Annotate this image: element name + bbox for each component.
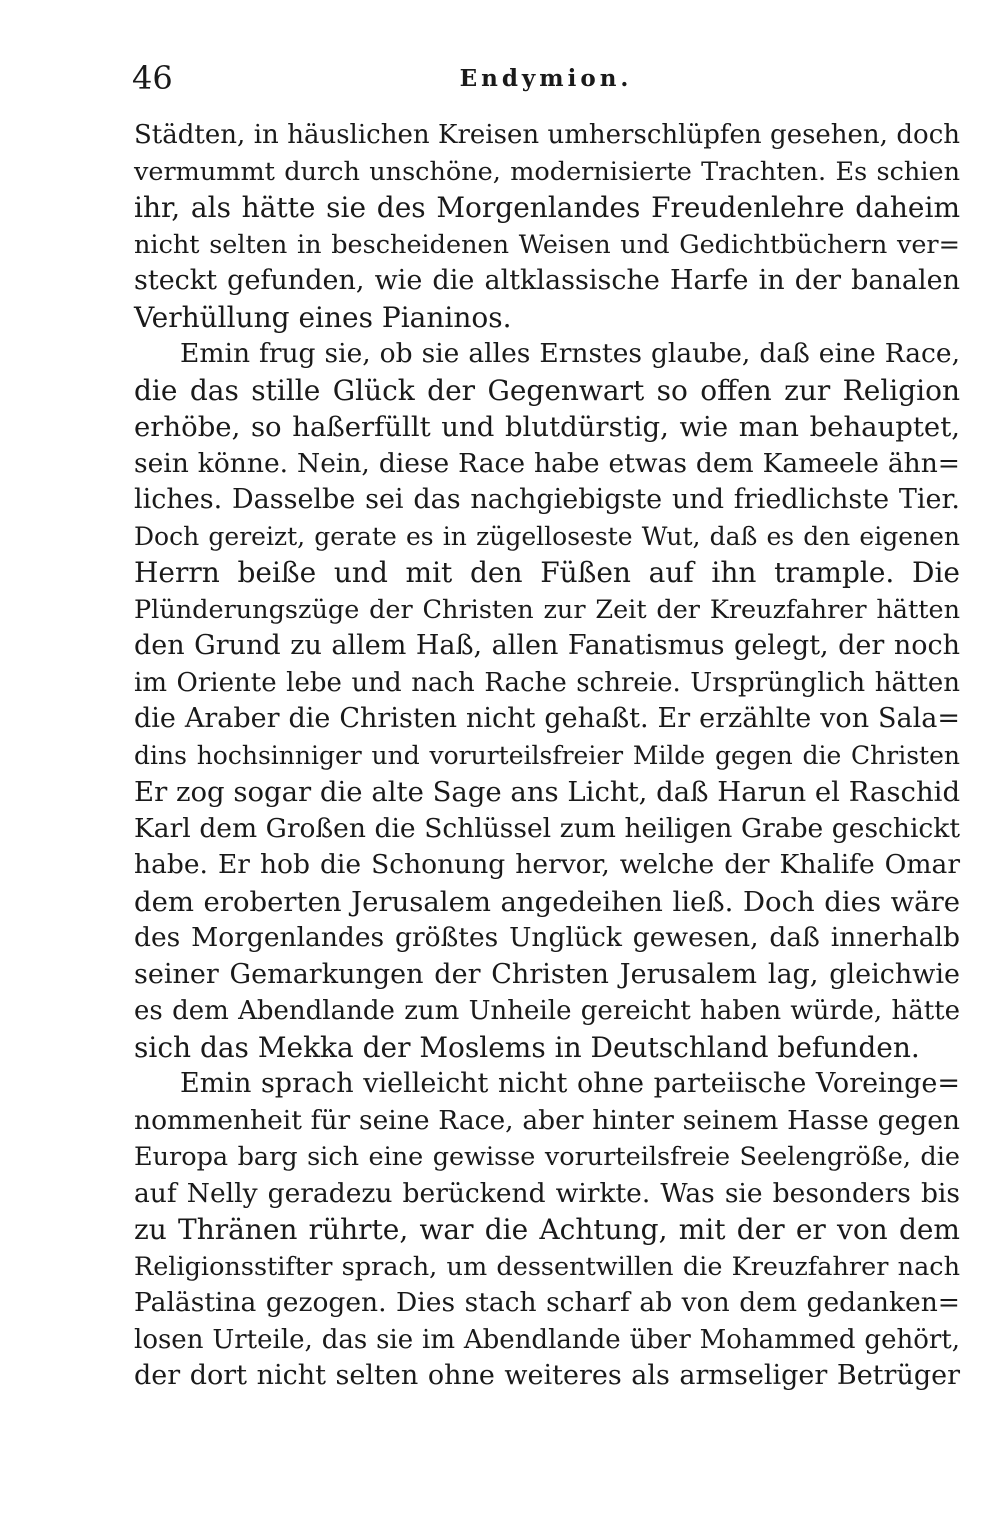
- text-line: Herrn beiße und mit den Füßen auf ihn trample. Die: [134, 556, 960, 589]
- text-line: liches. Dasselbe sei das nachgiebigste und friedlichste Tier.: [134, 484, 960, 515]
- text-line: Er zog sogar die alte Sage ans Licht, daß Harun el Raschid: [134, 776, 961, 808]
- text-line: losen Urteile, das sie im Abendlande über Mohammed gehört,: [134, 1324, 960, 1355]
- text-line: die Araber die Christen nicht gehaßt. Er erzählte von Sala=: [134, 703, 960, 734]
- text-line: sich das Mekka der Moslems in Deutschland befunden.: [134, 1030, 920, 1064]
- text-line: nommenheit für seine Race, aber hinter seinem Hasse gegen: [134, 1104, 960, 1136]
- text-line: Verhüllung eines Pianinos.: [134, 300, 512, 334]
- text-line: dins hochsinniger und vorurteilsfreier Milde gegen die Christen: [134, 740, 960, 770]
- text-line: ihr, als hätte sie des Morgenlandes Freudenlehre daheim: [134, 191, 960, 224]
- text-line: der dort nicht selten ohne weiteres als armseliger Betrüger: [134, 1360, 960, 1391]
- text-line: Emin frug sie, ob sie alles Ernstes glaube, daß eine Race,: [180, 338, 960, 369]
- text-line: Religionsstifter sprach, um dessentwillen die Kreuzfahrer nach: [134, 1251, 960, 1282]
- text-line: seiner Gemarkungen der Christen Jerusalem lag, gleichwie: [134, 958, 960, 990]
- text-line: es dem Abendlande zum Unheile gereicht haben würde, hätte: [134, 996, 960, 1026]
- text-line: im Oriente lebe und nach Rache schreie. Ursprünglich hätten: [134, 667, 960, 698]
- text-line: den Grund zu allem Haß, allen Fanatismus gelegt, der noch: [134, 630, 960, 661]
- text-line: Karl dem Großen die Schlüssel zum heiligen Grabe geschickt: [134, 812, 960, 844]
- text-line: Städten, in häuslichen Kreisen umherschlüpfen gesehen, doch: [134, 120, 960, 150]
- body-text: [134, 117, 960, 1395]
- text-line: die das stille Glück der Gegenwart so offen zur Religion: [134, 373, 960, 407]
- text-line: des Morgenlandes größtes Unglück gewesen, daß innerhalb: [134, 922, 960, 953]
- text-line: Emin sprach vielleicht nicht ohne parteiische Voreinge=: [180, 1068, 960, 1099]
- text-line: Plünderungszüge der Christen zur Zeit der Kreuzfahrer hätten: [134, 594, 960, 625]
- text-line: erhöbe, so haßerfüllt und blutdürstig, wie man behauptet,: [134, 411, 960, 443]
- text-line: Doch gereizt, gerate es in zügelloseste Wut, daß es den eigenen: [134, 521, 960, 551]
- text-line: Europa barg sich eine gewisse vorurteilsfreie Seelengröße, die: [134, 1142, 960, 1172]
- text-line: nicht selten in bescheidenen Weisen und Gedichtbüchern ver=: [134, 229, 960, 260]
- text-line: auf Nelly geradezu berückend wirkte. Was sie besonders bis: [134, 1177, 960, 1209]
- page-header: [132, 50, 960, 100]
- running-title: Endymion.: [459, 65, 633, 92]
- text-line: zu Thränen rührte, war die Achtung, mit der er von dem: [134, 1213, 960, 1246]
- text-line: steckt gefunden, wie die altklassische Harfe in der banalen: [134, 265, 960, 296]
- text-line: Palästina gezogen. Dies stach scharf ab von dem gedanken=: [134, 1287, 960, 1318]
- text-line: dem eroberten Jerusalem angedeihen ließ. Doch dies wäre: [134, 885, 960, 918]
- page-number: 46: [132, 59, 173, 97]
- text-line: sein könne. Nein, diese Race habe etwas dem Kameele ähn=: [134, 447, 960, 479]
- text-line: vermummt durch unschöne, modernisierte Trachten. Es schien: [134, 156, 960, 187]
- text-line: habe. Er hob die Schonung hervor, welche der Khalife Omar: [134, 849, 960, 880]
